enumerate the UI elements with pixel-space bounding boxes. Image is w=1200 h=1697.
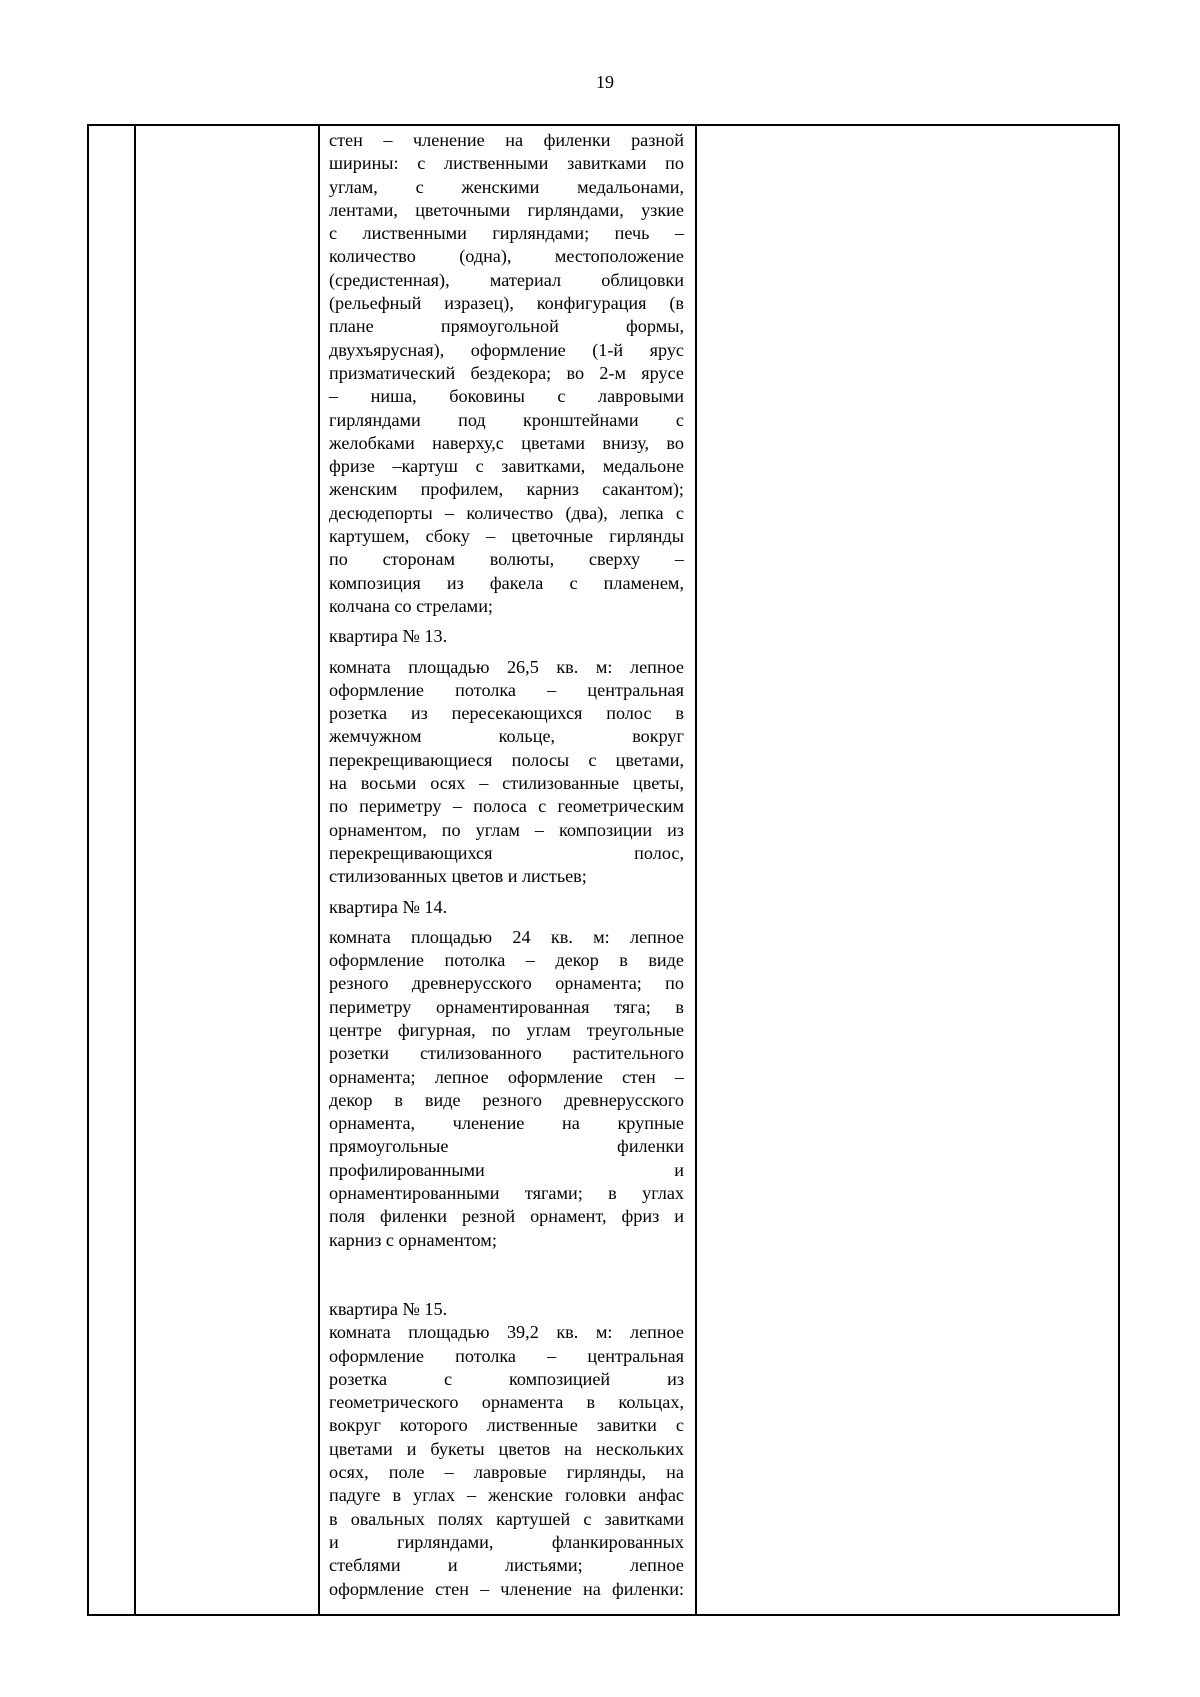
text-line: квартира № 14. <box>329 896 448 917</box>
text-line: женским профилем, карниз сакантом); <box>329 479 684 500</box>
text-line: углам, с женскими медальонами, <box>329 176 684 197</box>
text-line: вокруг которого лиственные завитки с <box>329 1415 684 1436</box>
text-line: цветами и букеты цветов на нескольких <box>329 1438 684 1459</box>
text-line: с лиственными гирляндами; печь – <box>329 223 684 244</box>
text-line: перекрещивающихся полос, <box>329 842 684 863</box>
text-line: центре фигурная, по углам треугольные <box>329 1019 684 1040</box>
column-divider <box>318 126 320 1614</box>
text-line: фризе –картуш с завитками, медальоне <box>329 456 684 477</box>
text-line: перекрещивающиеся полосы с цветами, <box>329 749 684 770</box>
text-line: стеблями и листьями; лепное <box>329 1555 684 1576</box>
text-line: комната площадью 26,5 кв. м: лепное <box>329 656 684 677</box>
text-line: количество (одна), местоположение <box>329 246 684 267</box>
paragraph <box>329 656 684 889</box>
text-line: десюдепорты – количество (два), лепка с <box>329 502 684 523</box>
text-line: по сторонам волюты, сверху – <box>329 549 684 570</box>
paragraph <box>329 129 684 618</box>
text-line: оформление потолка – центральная <box>329 1345 684 1366</box>
text-line: (рельефный изразец), конфигурация (в <box>329 293 684 314</box>
document-table <box>87 124 1120 1616</box>
text-line: розетка с композицией из <box>329 1368 684 1389</box>
text-line: карниз с орнаментом; <box>329 1229 497 1250</box>
text-line: профилированными и <box>329 1159 684 1180</box>
column-divider <box>695 126 697 1614</box>
text-line: ширины: с лиственными завитками по <box>329 153 684 174</box>
text-line: розетки стилизованного растительного <box>329 1043 684 1064</box>
text-line: осях, поле – лавровые гирлянды, на <box>329 1462 684 1483</box>
text-line: квартира № 13. <box>329 626 448 647</box>
text-line: поля филенки резной орнамент, фриз и <box>329 1206 684 1227</box>
text-line: гирляндами под кронштейнами с <box>329 409 684 430</box>
text-line: декор в виде резного древнерусского <box>329 1089 684 1110</box>
text-line: и гирляндами, фланкированных <box>329 1531 684 1552</box>
text-line: оформление потолка – центральная <box>329 679 684 700</box>
paragraph <box>329 926 684 1252</box>
column-divider <box>134 126 136 1614</box>
text-line: композиция из факела с пламенем, <box>329 572 684 593</box>
text-line: периметру орнаментированная тяга; в <box>329 996 684 1017</box>
text-line: колчана со стрелами; <box>329 595 493 616</box>
text-line: комната площадью 24 кв. м: лепное <box>329 926 684 947</box>
text-line: на восьми осях – стилизованные цветы, <box>329 773 684 794</box>
page-number: 19 <box>596 72 614 92</box>
text-line: (средистенная), материал облицовки <box>329 269 684 290</box>
text-line: – ниша, боковины с лавровыми <box>329 386 684 407</box>
text-line: по периметру – полоса с геометрическим <box>329 796 684 817</box>
text-line: оформление потолка – декор в виде <box>329 950 684 971</box>
text-line: плане прямоугольной формы, <box>329 316 684 337</box>
text-line: стен – членение на филенки разной <box>329 130 684 150</box>
text-line: двухъярусная), оформление (1-й ярус <box>329 339 684 360</box>
text-line: резного древнерусского орнамента; по <box>329 973 684 994</box>
description-cell <box>329 129 684 1601</box>
apartment-heading <box>329 896 684 919</box>
text-line: квартира № 15. <box>329 1298 448 1319</box>
text-line: стилизованных цветов и листьев; <box>329 866 587 887</box>
text-line: орнаментированными тягами; в углах <box>329 1183 684 1204</box>
text-line: геометрического орнамента в кольцах, <box>329 1392 684 1413</box>
text-line: орнамента; лепное оформление стен – <box>329 1066 684 1087</box>
text-line: жемчужном кольце, вокруг <box>329 726 684 747</box>
text-line: желобками наверху,с цветами внизу, во <box>329 432 684 453</box>
text-line: розетка из пересекающихся полос в <box>329 703 684 724</box>
text-line: орнаментом, по углам – композиции из <box>329 819 684 840</box>
text-line: падуге в углах – женские головки анфас <box>329 1485 684 1506</box>
text-line: в овальных полях картушей с завитками <box>329 1508 684 1529</box>
text-line: призматический бездекора; во 2-м ярусе <box>329 362 684 383</box>
text-line: прямоугольные филенки <box>329 1136 684 1157</box>
text-line: оформление стен – членение на филенки: <box>329 1578 684 1599</box>
text-line: картушем, сбоку – цветочные гирлянды <box>329 526 684 547</box>
text-line: орнамента, членение на крупные <box>329 1113 684 1134</box>
apartment-heading <box>329 625 684 648</box>
text-line: лентами, цветочными гирляндами, узкие <box>329 199 684 220</box>
text-line: комната площадью 39,2 кв. м: лепное <box>329 1322 684 1343</box>
paragraph <box>329 1298 684 1601</box>
